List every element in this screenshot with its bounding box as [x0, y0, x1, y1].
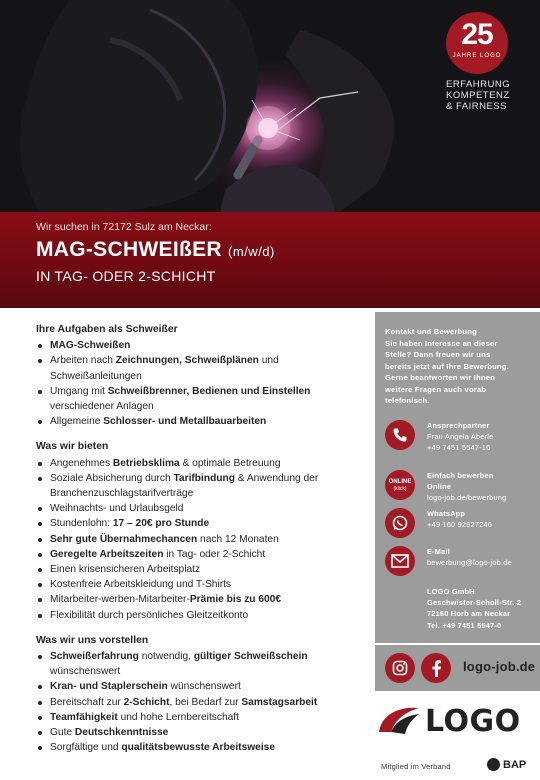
bap-logo-icon — [487, 758, 500, 771]
facebook-icon[interactable] — [421, 653, 451, 683]
list-item-text: Tarifbindung — [173, 472, 235, 484]
contact-person: Frau Angela Aberle — [427, 432, 494, 441]
contact-intro-line: Stelle? Dann freuen wir uns — [385, 350, 491, 359]
contact-whatsapp[interactable] — [385, 508, 540, 542]
website-link[interactable]: logo-job.de — [463, 659, 536, 674]
list-item-text: Allgemeine — [50, 416, 104, 428]
job-title-banner — [0, 212, 540, 308]
list-item-text: gültiger Schweißschein — [193, 651, 308, 663]
list-item-text: Soziale Absicherung durch — [50, 472, 174, 484]
list-item-text: Angenehmes — [50, 457, 113, 469]
whatsapp-icon — [385, 508, 415, 538]
list-item-text: Schweißerfahrung — [50, 651, 139, 663]
list-item — [36, 562, 366, 577]
contact-intro-line: weitere Fragen auch vorab — [385, 384, 487, 394]
bap-wordmark: BAP — [503, 758, 527, 771]
list-item-text: wünschenswert — [50, 666, 121, 678]
list-item-text: Geregelte Arbeitszeiten — [50, 548, 164, 560]
list-item-text: verschiedener Anlagen — [50, 401, 154, 413]
contact-phone-number[interactable]: +49 7451 5547-16 — [427, 443, 491, 452]
list-item-text: Stundenlohn: — [50, 518, 113, 530]
list-item — [36, 679, 366, 694]
contact-intro-heading: Kontakt und Bewerbung — [385, 327, 477, 336]
list-item-text: notwendig, — [138, 651, 194, 663]
list-item-text: Bereitschaft zur — [50, 696, 124, 708]
section-title: Ihre Aufgaben als Schweißer — [36, 324, 178, 335]
list-item — [36, 456, 366, 471]
contact-heading: E-Mail — [427, 547, 450, 556]
claim-line: & FAIRNESS — [446, 101, 507, 112]
list-item-text: Kostenfreie Arbeitskleidung und T-Shirts — [50, 579, 232, 591]
membership-note: Mitglied im Verband — [381, 762, 451, 771]
list-item — [36, 532, 366, 547]
contact-email-text — [427, 546, 540, 568]
section-3 — [36, 633, 366, 756]
company-logo — [375, 702, 535, 746]
contact-heading: Einfach bewerben — [427, 471, 494, 480]
address-line: Geschwister-Scholl-Str. 2 — [427, 598, 522, 608]
list-item-text: Schweißbrenner, Bedienen und Einstellen — [107, 385, 311, 397]
section-1 — [36, 322, 366, 429]
bap-logo — [487, 758, 526, 771]
section-title: Was wir bieten — [36, 441, 109, 453]
list-item — [36, 608, 366, 623]
list-item-text: Teamfähigkeit — [50, 711, 118, 723]
contact-online[interactable] — [385, 470, 540, 504]
contact-intro-line: telefonisch. — [385, 396, 430, 405]
list-item — [36, 649, 366, 679]
list-item — [36, 577, 366, 592]
address-line: Tel. +49 7451 5547-0 — [427, 620, 502, 630]
logo-wordmark: LOGO — [425, 704, 521, 739]
contact-intro-line: Gerne beantworten wir Ihnen — [385, 373, 496, 382]
list-item — [36, 471, 366, 501]
contact-intro — [385, 326, 535, 407]
online-icon — [385, 470, 415, 500]
brand-claims — [446, 79, 510, 112]
contact-sidebar — [375, 312, 540, 643]
list-item-text: Sehr gute Übernahmechancen — [50, 533, 198, 545]
list-item-text: Schlosser- und Metallbauarbeiten — [103, 416, 267, 428]
contact-intro-line: Sie haben Interesse an dieser — [385, 338, 498, 348]
list-item — [36, 384, 366, 414]
list-item — [36, 740, 366, 755]
list-item — [36, 501, 366, 516]
list-item-text: Umgang mit — [50, 385, 108, 397]
list-item-text: Gute — [50, 727, 75, 739]
badge-number: 25 — [461, 18, 493, 51]
list-item-text: nach 12 Monaten — [197, 533, 279, 545]
list-item — [36, 414, 366, 429]
anniversary-badge — [446, 12, 508, 74]
list-item-text: Deutschkenntnisse — [74, 727, 169, 739]
location-line: Wir suchen in 72172 Sulz am Neckar: — [36, 221, 212, 233]
list-item-text: Flexibilität durch persönliches Gleitzeitkonto — [50, 609, 249, 621]
claim-line: KOMPETENZ — [446, 90, 510, 101]
list-item-text: & Anwendung der Branchenzuschlagstarifverträge — [50, 472, 319, 500]
list-item-text: Betriebsklima — [112, 457, 180, 469]
section-title: Was wir uns vorstellen — [36, 634, 149, 646]
list-item-text: in Tag- oder 2-Schicht — [163, 548, 266, 560]
list-item — [36, 353, 366, 383]
list-item-text: , bei Bedarf zur — [169, 696, 242, 708]
list-item-text: MAG-Schweißen — [50, 340, 131, 352]
company-address — [427, 586, 521, 631]
section-2 — [36, 439, 366, 622]
list-item — [36, 695, 366, 710]
list-item-text: wünschenswert — [167, 681, 241, 693]
contact-intro-line: bereits jetzt auf Ihre Bewerbung. — [385, 361, 509, 371]
list-item-text: und hohe Lernbereitschaft — [117, 711, 239, 723]
list-item-text: Samstagsarbeit — [241, 696, 318, 708]
contact-online-text — [427, 470, 540, 503]
phone-icon — [385, 420, 415, 450]
list-item-text: Sorgfältige und — [50, 742, 122, 754]
list-item-text: qualitätsbewusste Arbeitsweise — [121, 742, 275, 754]
list-item-text: Kran- und Staplerschein — [50, 681, 168, 693]
list-item-text: Einen krisensicheren Arbeitsplatz — [50, 564, 201, 576]
contact-phone[interactable] — [385, 420, 540, 454]
contact-heading: Ansprechpartner — [427, 421, 490, 430]
list-item-text: Arbeiten nach — [50, 355, 116, 367]
list-item — [36, 547, 366, 562]
badge-subtitle: JAHRE LOGO — [452, 53, 502, 59]
claim-line: ERFAHRUNG — [446, 79, 511, 90]
online-badge-click: (klick) — [393, 485, 407, 492]
email-address[interactable]: bewerbung@logo-job.de — [427, 558, 512, 567]
list-item-text: Zeichnungen, Schweißplänen — [115, 355, 259, 367]
job-title-text: MAG-SCHWEIßER — [36, 238, 222, 261]
contact-heading: WhatsApp — [427, 509, 466, 518]
job-description — [36, 322, 366, 765]
hero-image — [0, 0, 540, 212]
job-title — [36, 238, 540, 262]
contact-line: Online — [427, 482, 452, 491]
logo-swoosh-icon — [375, 702, 423, 742]
list-item — [36, 592, 366, 607]
contact-phone-text — [427, 420, 540, 453]
online-badge-label: ONLINE — [388, 478, 412, 485]
company-name: LOGO GmbH — [427, 587, 475, 596]
instagram-icon[interactable] — [385, 653, 415, 683]
contact-whatsapp-text — [427, 508, 540, 530]
list-item — [36, 725, 366, 740]
application-link[interactable]: logo-job.de/bewerbung — [427, 493, 507, 502]
list-item — [36, 516, 366, 531]
list-item-text: 2-Schicht — [123, 696, 170, 708]
list-item — [36, 338, 366, 353]
list-item-text: Mitarbeiter-werben-Mitarbeiter- — [50, 594, 190, 606]
list-item-text: und — [258, 355, 279, 367]
mail-icon — [385, 546, 415, 576]
list-item-text: Schweißanleitungen — [50, 370, 142, 382]
list-item-text: & optimale Betreuung — [179, 457, 281, 469]
address-line: 72160 Horb am Neckar — [427, 609, 511, 619]
contact-email[interactable] — [385, 546, 540, 580]
shift-subtitle: IN TAG- ODER 2-SCHICHT — [36, 268, 216, 284]
list-item — [36, 710, 366, 725]
list-item-text: Weihnachts- und Urlaubsgeld — [50, 503, 184, 515]
list-item-text: 17 – 20€ pro Stunde — [112, 518, 210, 530]
list-item-text: Prämie bis zu 600€ — [189, 594, 282, 606]
job-title-suffix: (m/w/d) — [228, 244, 275, 259]
whatsapp-number[interactable]: +49 160 92927246 — [427, 520, 493, 529]
social-bar — [375, 645, 540, 691]
